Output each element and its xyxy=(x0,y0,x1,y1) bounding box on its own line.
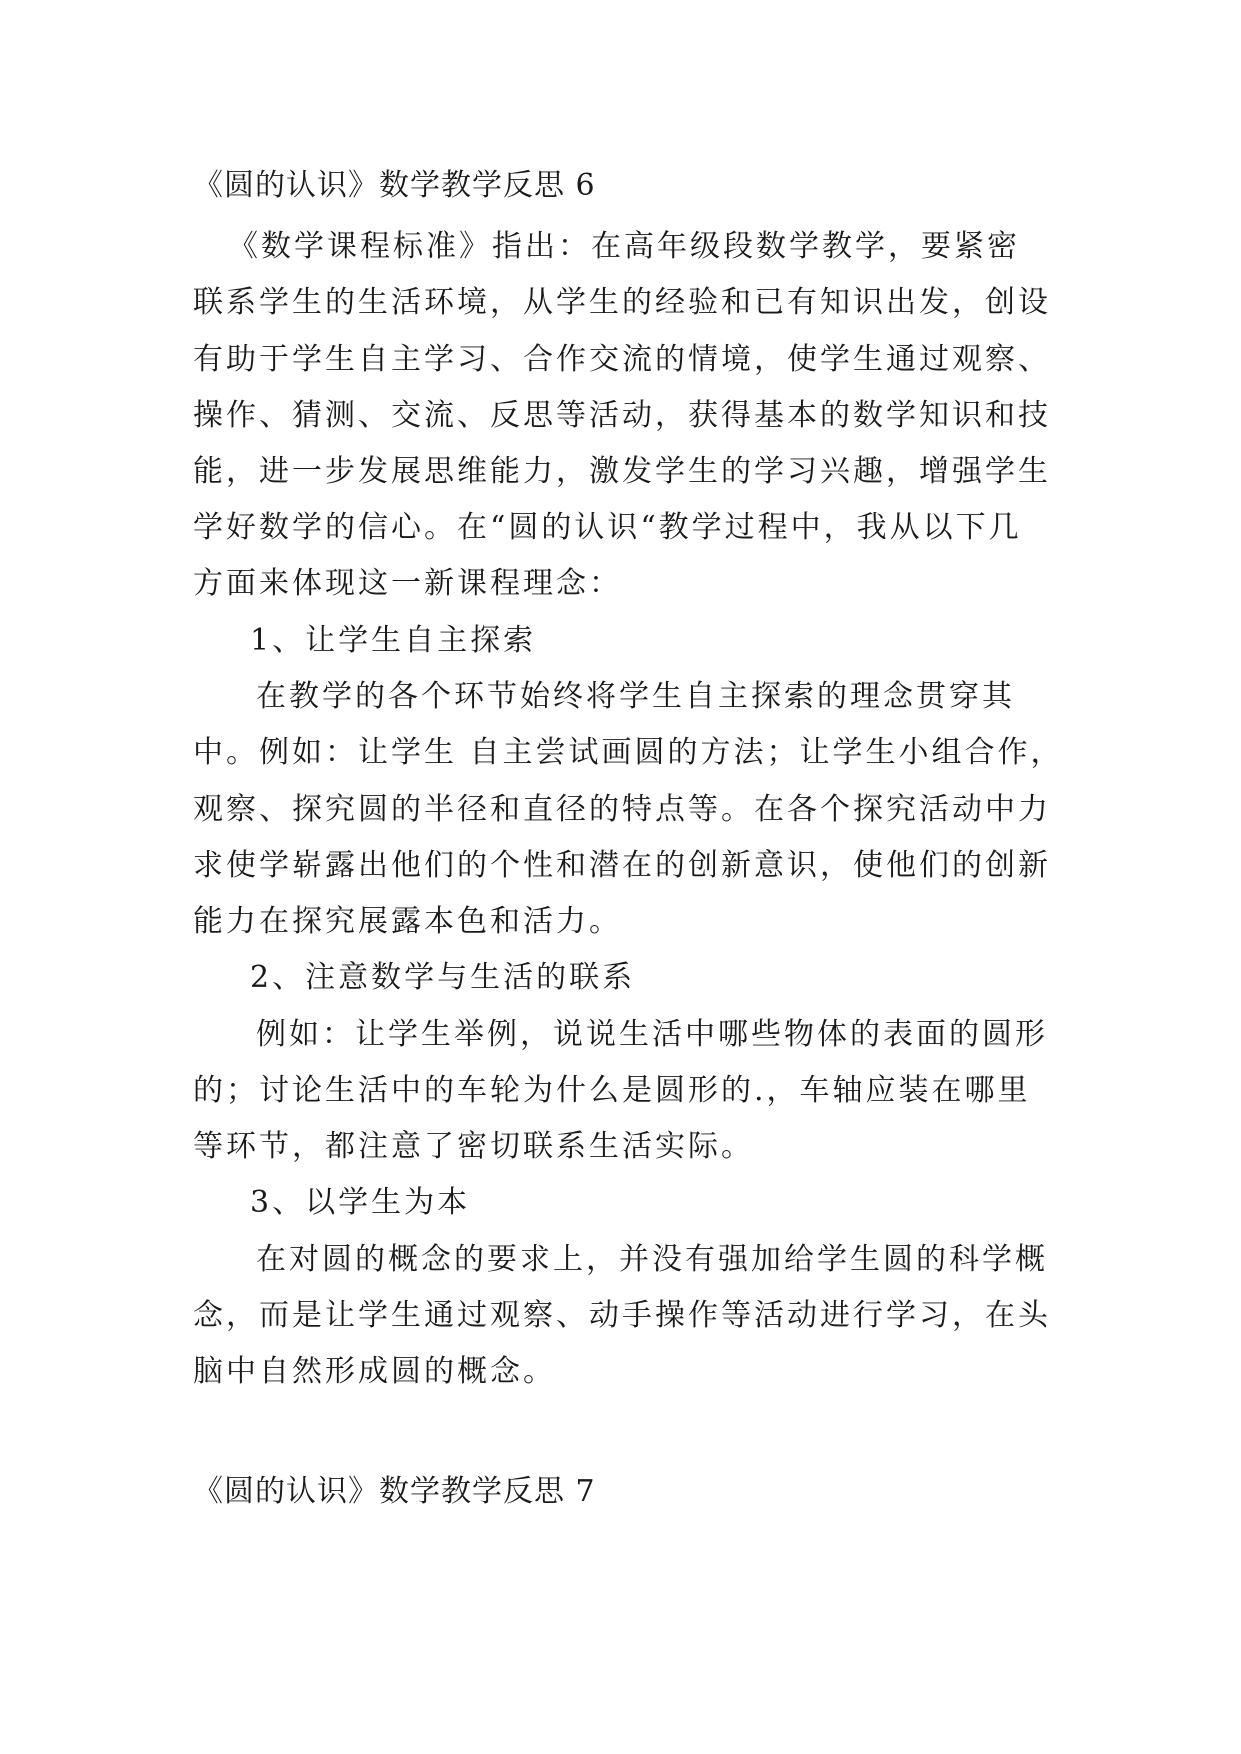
point-1-line-3: 观察、探究圆的半径和直径的特点等。在各个探究活动中力 xyxy=(193,792,1051,827)
intro-line-6: 学好数学的信心。在“圆的认识“教学过程中，我从以下几 xyxy=(193,510,1022,545)
point-1-line-2: 中。例如：让学生 自主尝试画圆的方法；让学生小组合作， xyxy=(193,735,1064,770)
intro-line-4: 操作、猜测、交流、反思等活动，获得基本的数学知识和技 xyxy=(193,398,1051,433)
point-1-heading: 1、让学生自主探索 xyxy=(250,623,537,658)
point-3-line-2: 念，而是让学生通过观察、动手操作等活动进行学习，在头 xyxy=(193,1298,1051,1333)
point-2-heading: 2、注意数学与生活的联系 xyxy=(250,960,636,995)
intro-line-2: 联系学生的生活环境，从学生的经验和已有知识出发，创设 xyxy=(193,285,1051,320)
point-1-line-1: 在教学的各个环节始终将学生自主探索的理念贯穿其 xyxy=(256,679,1015,714)
point-3-line-3: 脑中自然形成圆的概念。 xyxy=(193,1354,556,1389)
point-2-line-3: 等环节，都注意了密切联系生活实际。 xyxy=(193,1129,754,1164)
intro-line-1: 《数学课程标准》指出：在高年级段数学教学，要紧密 xyxy=(228,229,1020,264)
intro-line-7: 方面来体现这一新课程理念： xyxy=(193,566,622,601)
intro-line-5: 能，进一步发展思维能力，激发学生的学习兴趣，增强学生 xyxy=(193,454,1051,489)
point-1-line-5: 能力在探究展露本色和活力。 xyxy=(193,904,622,939)
point-2-line-1: 例如：让学生举例，说说生活中哪些物体的表面的圆形 xyxy=(256,1017,1048,1052)
point-3-line-1: 在对圆的概念的要求上，并没有强加给学生圆的科学概 xyxy=(256,1242,1048,1277)
point-2-line-2: 的；讨论生活中的车轮为什么是圆形的.，车轴应装在哪里 xyxy=(193,1073,1031,1108)
point-1-line-4: 求使学崭露出他们的个性和潜在的创新意识，使他们的创新 xyxy=(193,848,1051,883)
section-6-title: 《圆的认识》数学教学反思 6 xyxy=(193,168,596,203)
point-3-heading: 3、以学生为本 xyxy=(250,1185,471,1220)
section-7-title: 《圆的认识》数学教学反思 7 xyxy=(193,1474,596,1509)
intro-line-3: 有助于学生自主学习、合作交流的情境，使学生通过观察、 xyxy=(193,342,1051,377)
